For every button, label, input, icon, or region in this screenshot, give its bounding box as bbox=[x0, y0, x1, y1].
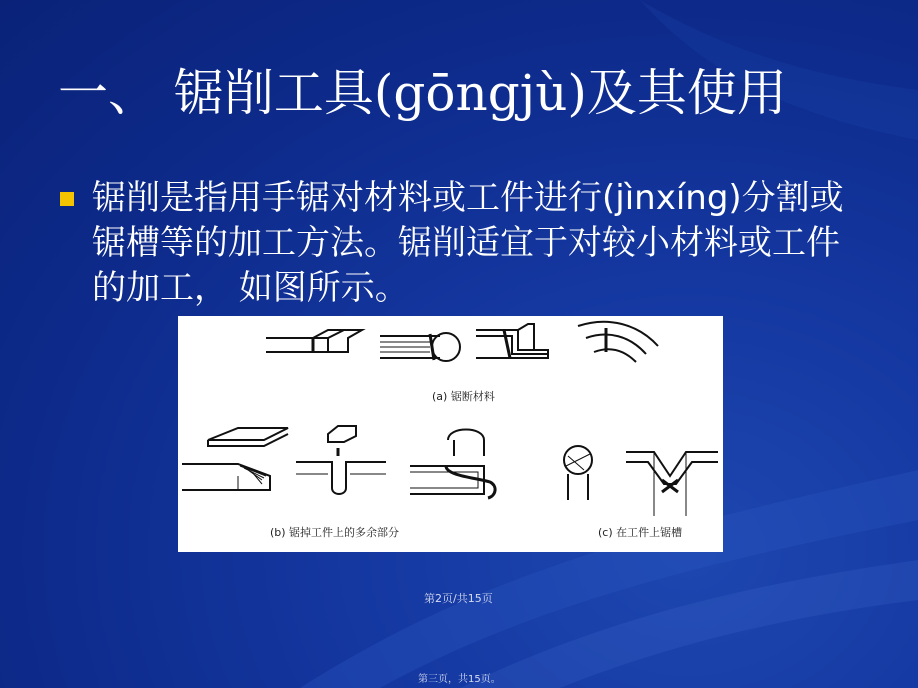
sawing-illustration bbox=[178, 316, 723, 552]
slide-title: 一、 锯削工具(gōngjù)及其使用 bbox=[58, 64, 787, 122]
angle-iron-drawing bbox=[476, 324, 548, 358]
bullet-text: 锯削是指用手锯对材料或工件进行(jìnxíng)分割或锯槽等的加工方法。锯削适宜于对较小材料或工件的加工， 如图所示。 bbox=[92, 178, 844, 308]
slotted-round-drawing bbox=[564, 446, 592, 500]
caption-c: (c) 在工件上锯槽 bbox=[598, 526, 683, 539]
grooved-plates-drawing bbox=[626, 452, 718, 516]
bar-cut-drawing bbox=[266, 330, 362, 352]
caption-a: (a) 锯断材料 bbox=[432, 390, 495, 403]
caption-b: (b) 锯掉工件上的多余部分 bbox=[270, 526, 400, 539]
bullet-point bbox=[60, 176, 850, 311]
bullet-square-icon bbox=[60, 192, 74, 206]
sawing-drawings bbox=[178, 316, 723, 552]
plate-corner-drawing bbox=[182, 428, 288, 490]
page-count: 第2页/共15页 bbox=[424, 592, 493, 605]
footer-note: 第三页，共15页。 bbox=[418, 674, 501, 685]
curved-pipe-drawing bbox=[578, 322, 658, 362]
half-pipe-drawing bbox=[410, 430, 495, 499]
slot-piece-drawing bbox=[296, 426, 386, 494]
round-bar-drawing bbox=[380, 333, 460, 361]
